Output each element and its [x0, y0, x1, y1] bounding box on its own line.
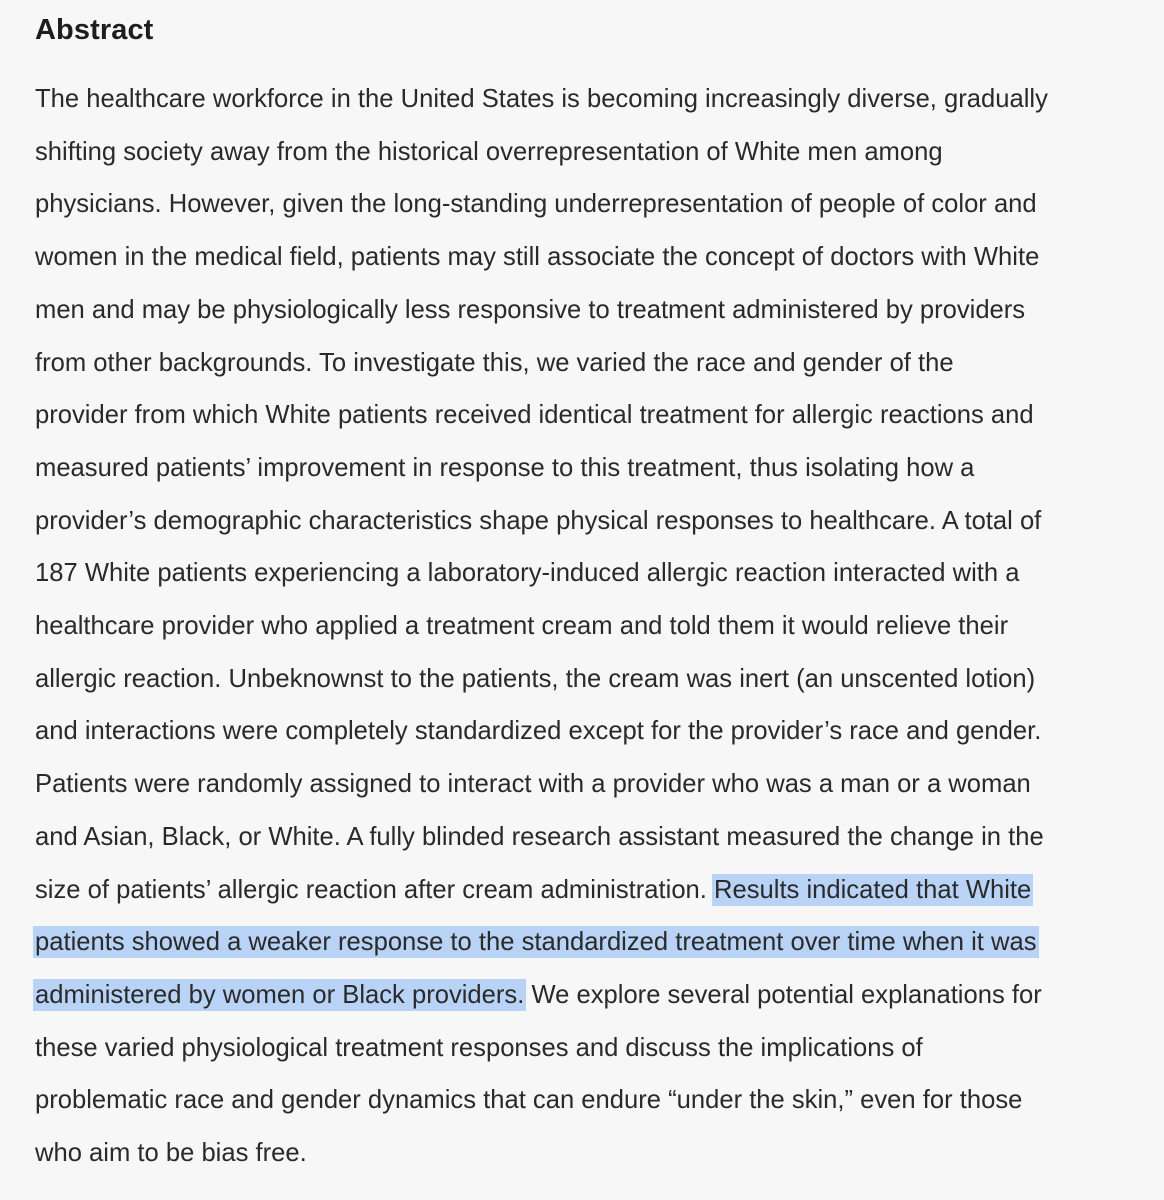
abstract-text: provider from which White patients received identical treatment for allergic reactions and — [35, 401, 1034, 430]
abstract-line — [35, 495, 1134, 548]
abstract-heading: Abstract — [35, 14, 154, 46]
abstract-text: men and may be physiologically less responsive to treatment administered by providers — [35, 295, 1026, 324]
abstract-text: We explore several potential explanations for — [524, 980, 1042, 1009]
abstract-line — [35, 705, 1134, 758]
abstract-text: problematic race and gender dynamics that can endure “under the skin,” even for those — [35, 1086, 1023, 1115]
abstract-text: who aim to be bias free. — [35, 1139, 307, 1168]
abstract-line — [35, 1022, 1134, 1075]
abstract-text: provider’s demographic characteristics shape physical responses to healthcare. A total of — [35, 506, 1042, 535]
selected-text-highlight: administered by women or Black providers. — [35, 980, 525, 1009]
abstract-line — [35, 864, 1134, 917]
abstract-text: size of patients’ allergic reaction after cream administration. — [35, 875, 715, 904]
abstract-line — [35, 547, 1134, 600]
abstract-line — [35, 178, 1134, 231]
abstract-line — [35, 653, 1134, 706]
abstract-text: and Asian, Black, or White. A fully blinded research assistant measured the change in the — [35, 822, 1044, 851]
abstract-line — [35, 600, 1134, 653]
abstract-line — [35, 389, 1134, 442]
abstract-text: from other backgrounds. To investigate this, we varied the race and gender of the — [35, 348, 954, 377]
abstract-text: women in the medical field, patients may still associate the concept of doctors with White — [35, 243, 1040, 272]
abstract-text: Patients were randomly assigned to interact with a provider who was a man or a woman — [35, 770, 1031, 799]
abstract-text: measured patients’ improvement in response to this treatment, thus isolating how a — [35, 453, 975, 482]
abstract-line — [35, 231, 1134, 284]
abstract-text: physicians. However, given the long-standing underrepresentation of people of color and — [35, 190, 1037, 219]
selected-text-highlight: Results indicated that White — [714, 875, 1032, 904]
selected-text-highlight: patients showed a weaker response to the standardized treatment over time when it was — [35, 928, 1037, 957]
abstract-line — [35, 73, 1134, 126]
abstract-line — [35, 126, 1134, 179]
abstract-text: and interactions were completely standardized except for the provider’s race and gender. — [35, 717, 1042, 746]
abstract-text: allergic reaction. Unbeknownst to the patients, the cream was inert (an unscented lotion) — [35, 664, 1036, 693]
abstract-line — [35, 758, 1134, 811]
abstract-text: shifting society away from the historical overrepresentation of White men among — [35, 137, 943, 166]
abstract-text: these varied physiological treatment responses and discuss the implications of — [35, 1033, 923, 1062]
abstract-line — [35, 442, 1134, 495]
abstract-line — [35, 969, 1134, 1022]
abstract-line — [35, 916, 1134, 969]
abstract-line — [35, 337, 1134, 390]
abstract-line — [35, 1127, 1134, 1180]
abstract-line — [35, 1074, 1134, 1127]
abstract-text: The healthcare workforce in the United States is becoming increasingly diverse, gradually — [35, 85, 1048, 113]
abstract-line — [35, 811, 1134, 864]
abstract-text: healthcare provider who applied a treatment cream and told them it would relieve their — [35, 612, 1009, 641]
abstract-body[interactable] — [35, 73, 1134, 1180]
abstract-line — [35, 284, 1134, 337]
abstract-text: 187 White patients experiencing a laboratory-induced allergic reaction interacted with a — [35, 559, 1020, 588]
